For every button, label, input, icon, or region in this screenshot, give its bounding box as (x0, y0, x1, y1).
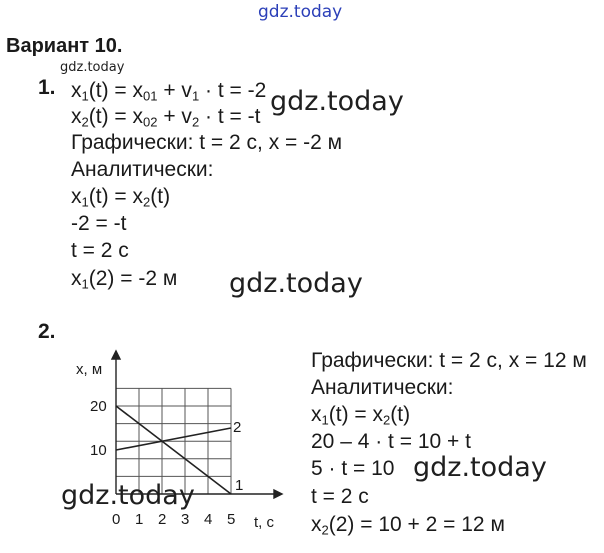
task2-eq2: 20 – 4 · t = 10 + t (311, 430, 471, 453)
task1-eq6: $x_1(2) = -2$ м (71, 267, 178, 292)
task2-eq5: $x_2(2) = 10 + 2 = 12$ м (311, 513, 505, 538)
watermark-top: gdz.today (258, 2, 343, 22)
task1-eq3: $x_1(t) = x_2(t)$ (71, 185, 171, 210)
watermark-4: gdz.today (413, 452, 547, 483)
x-tick-label: 0 (112, 511, 121, 528)
watermark-3: gdz.today (61, 480, 195, 511)
task1-analytical: Аналитически: (71, 158, 214, 181)
x-tick-label: 4 (204, 511, 213, 528)
task1-eq2: $x_2(t) = x_{02} + v_2 \cdot t = -t$ (71, 105, 261, 130)
x-tick-label: 1 (135, 511, 144, 528)
watermark-small: gdz.today (60, 60, 125, 75)
task1-eq1: $x_1(t) = x_{01} + v_1 \cdot t = -2$ (71, 79, 267, 104)
y-axis-label: x, м (76, 361, 103, 378)
watermark-2: gdz.today (229, 268, 363, 299)
x-axis-arrow (274, 490, 282, 498)
task1-graphical: Графически: t = 2 с, x = -2 м (71, 131, 343, 154)
task2-number: 2. (38, 320, 56, 343)
task2-analytical: Аналитически: (311, 376, 454, 399)
series-line-2 (116, 428, 231, 450)
y-axis-arrow (112, 351, 120, 359)
task1-number: 1. (38, 76, 56, 99)
task2-eq4: t = 2 с (311, 485, 369, 508)
task2-graphical: Графически: t = 2 с, x = 12 м (311, 349, 587, 372)
watermark-1: gdz.today (270, 86, 404, 117)
x-tick-label: 5 (227, 511, 236, 528)
series-label-1: 1 (235, 477, 244, 494)
chart-grid (116, 388, 231, 494)
x-tick-label: 3 (181, 511, 190, 528)
page-title: Вариант 10. (6, 35, 123, 57)
x-tick-label: 2 (158, 511, 167, 528)
x-axis-label: t, с (254, 514, 275, 531)
task2-eq3: 5 · t = 10 (311, 457, 395, 480)
task2-eq1: $x_1(t) = x_2(t)$ (311, 403, 411, 428)
task1-eq5: t = 2 с (71, 239, 129, 262)
motion-chart (0, 345, 290, 545)
series-label-2: 2 (233, 419, 242, 436)
y-tick-label: 10 (90, 442, 107, 459)
y-tick-label: 20 (90, 398, 107, 415)
task1-eq4: -2 = -t (71, 212, 127, 235)
